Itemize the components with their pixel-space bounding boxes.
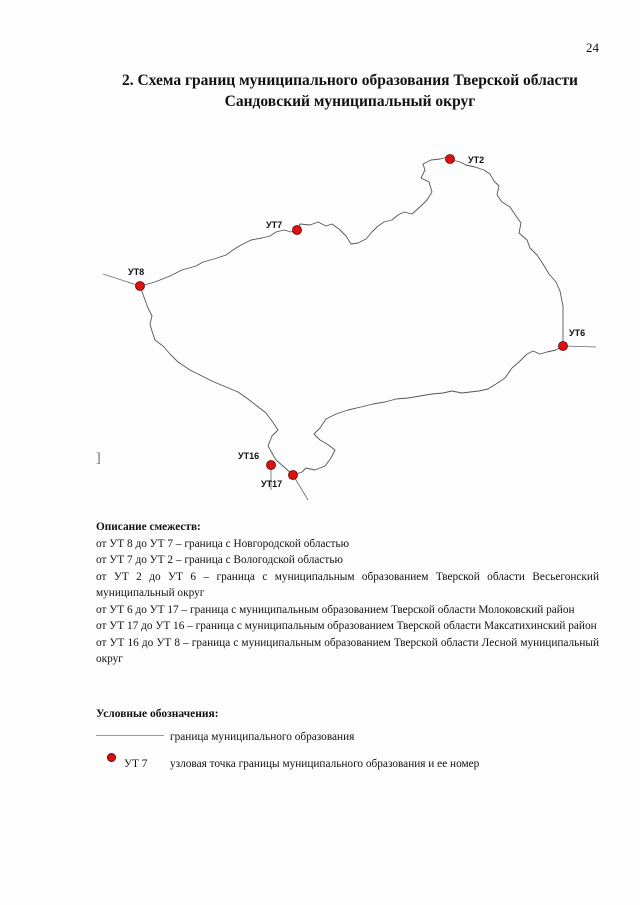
legend-boundary-label: граница муниципального образования	[170, 731, 355, 743]
label-ut8: УТ8	[128, 267, 145, 277]
point-ut6	[559, 342, 568, 351]
legend-point-code: УТ 7	[124, 758, 148, 770]
description-line: от УТ 8 до УТ 7 – граница с Новгородской областью	[96, 537, 350, 550]
description-line: от УТ 6 до УТ 17 – граница с муниципальным образованием Тверской области Молоковский район	[96, 603, 575, 616]
adjacent-line-ut6	[563, 346, 596, 347]
scan-bracket-mark: ]	[96, 451, 101, 466]
label-ut6: УТ6	[569, 328, 586, 338]
point-ut7	[293, 226, 302, 235]
point-ut8	[136, 282, 145, 291]
point-ut17	[289, 471, 298, 480]
adjacency-description	[96, 519, 599, 668]
point-ut16	[267, 461, 276, 470]
label-ut2: УТ2	[468, 155, 485, 165]
point-ut2	[446, 155, 455, 164]
legend-point-icon	[107, 753, 116, 762]
description-heading: Описание смежеств:	[96, 521, 201, 533]
legend-heading: Условные обозначения:	[96, 708, 219, 720]
page-number: 24	[586, 40, 599, 55]
legend-boundary-line-icon	[96, 735, 164, 736]
description-line: от УТ 16 до УТ 8 – граница с муниципальным образованием Тверской области Лесной муниципальный округ	[96, 636, 599, 665]
boundary-map	[0, 140, 640, 500]
description-line: от УТ 7 до УТ 2 – граница с Вологодской областью	[96, 554, 343, 566]
label-ut16: УТ16	[238, 451, 260, 461]
title-line-2: Сандовский муниципальный округ	[224, 93, 476, 110]
label-ut7: УТ7	[266, 220, 283, 230]
description-line: от УТ 2 до УТ 6 – граница с муниципальным образованием Тверской области Весьегонский муниципальный округ	[96, 570, 599, 599]
description-line: от УТ 17 до УТ 16 – граница с муниципальным образованием Тверской области Максатихинский район	[96, 620, 597, 632]
municipal-boundary	[140, 157, 563, 475]
label-ut17: УТ17	[261, 479, 283, 489]
legend-point-label: узловая точка границы муниципального образования и ее номер	[170, 758, 480, 770]
title-line-1: 2. Схема границ муниципального образования Тверской области	[122, 72, 578, 89]
page-title	[60, 70, 640, 112]
